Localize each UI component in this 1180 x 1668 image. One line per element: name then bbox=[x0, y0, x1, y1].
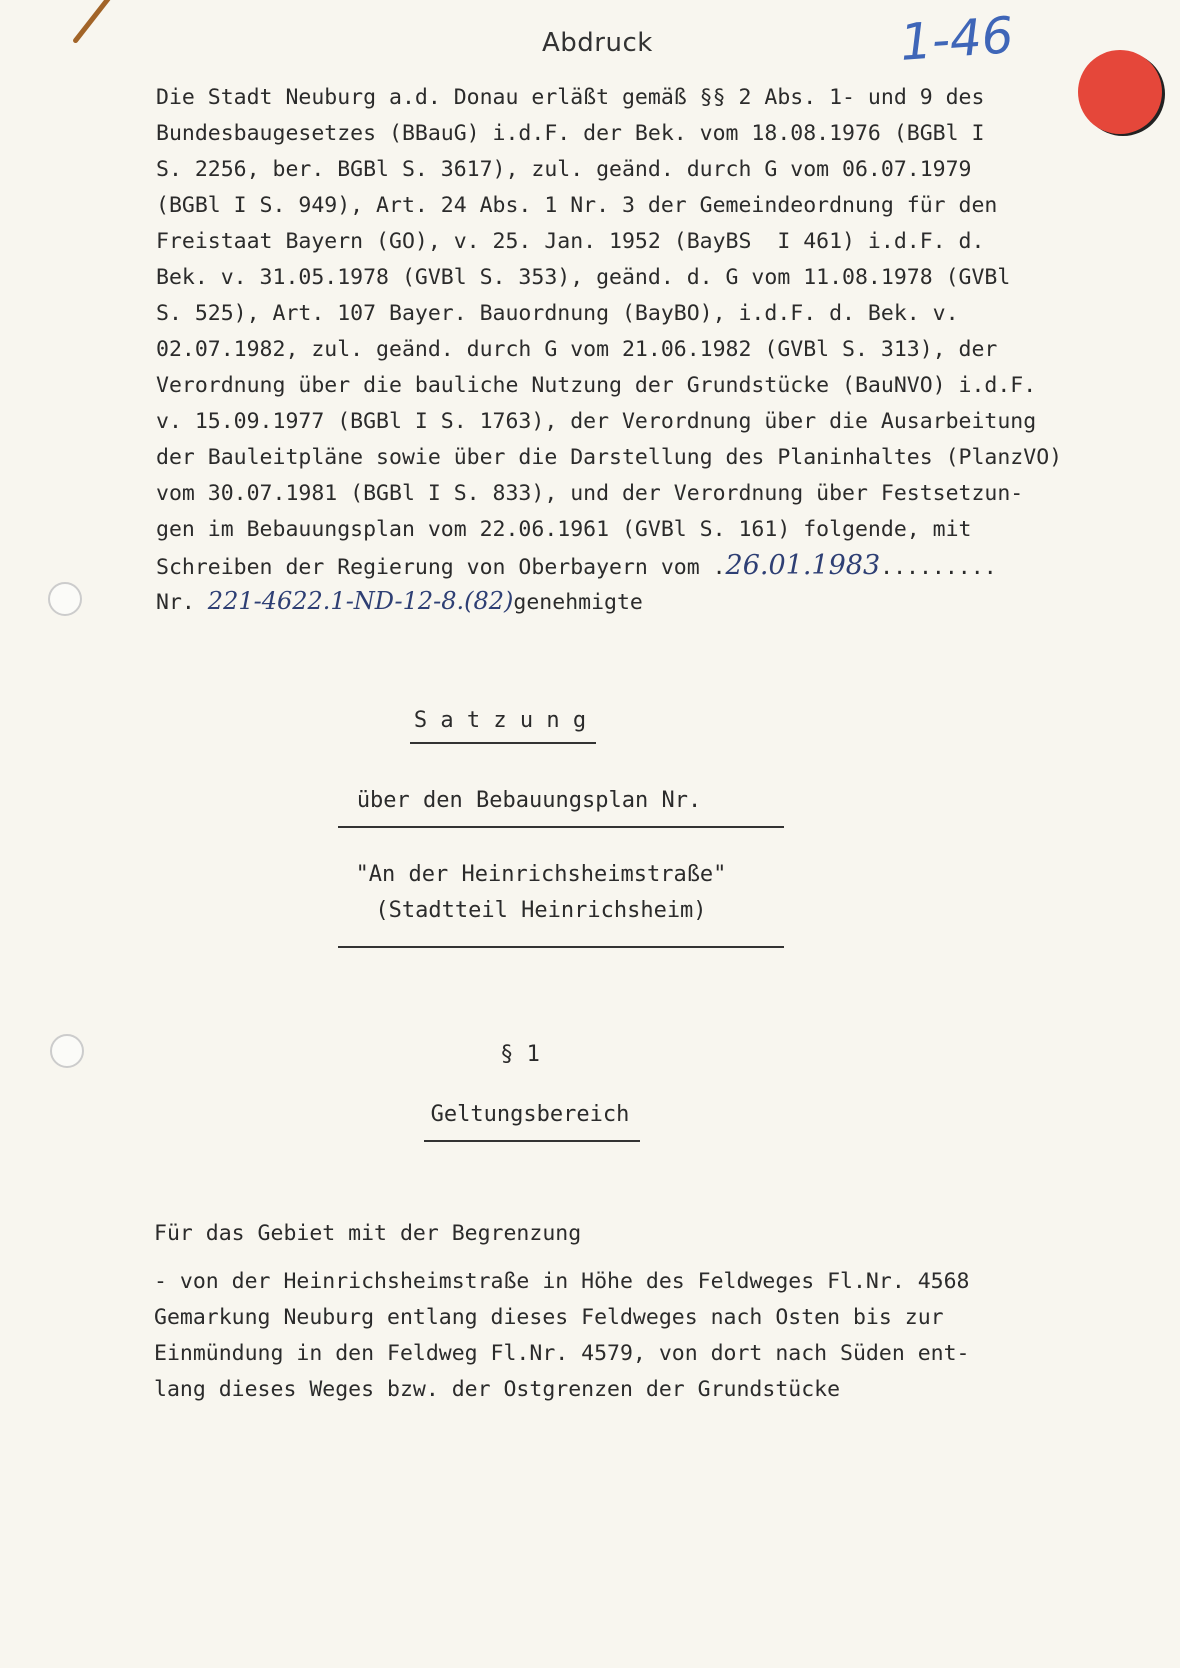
preamble-line: v. 15.09.1977 (BGBl I S. 1763), der Verordnung über die Ausarbeitung bbox=[156, 409, 1037, 434]
preamble-line: Freistaat Bayern (GO), v. 25. Jan. 1952 (BayBS I 461) i.d.F. d. bbox=[156, 229, 985, 254]
body-line: - von der Heinrichsheimstraße in Höhe des Feldweges Fl.Nr. 4568 bbox=[154, 1269, 970, 1294]
handwritten-page-number: 1-46 bbox=[898, 6, 1016, 72]
preamble-line: Die Stadt Neuburg a.d. Donau erläßt gemäß §§ 2 Abs. 1- und 9 des bbox=[156, 85, 985, 110]
plan-underline bbox=[338, 946, 784, 948]
subtitle-underline bbox=[338, 826, 784, 828]
nr-line bbox=[156, 584, 1156, 621]
handwritten-nr-value: 221-4622.1-ND-12-8.(82) bbox=[207, 587, 514, 615]
preamble-line: Verordnung über die bauliche Nutzung der Grundstücke (BauNVO) i.d.F. bbox=[156, 373, 1037, 398]
body-line: Gemarkung Neuburg entlang dieses Feldweges nach Osten bis zur bbox=[154, 1305, 944, 1330]
body-line: Einmündung in den Feldweg Fl.Nr. 4579, von dort nach Süden ent- bbox=[154, 1341, 970, 1366]
preamble-line: (BGBl I S. 949), Art. 24 Abs. 1 Nr. 3 der Gemeindeordnung für den bbox=[156, 193, 998, 218]
punch-hole-bottom bbox=[50, 1034, 84, 1068]
title-underline bbox=[410, 742, 596, 744]
stamp-abdruck: Abdruck bbox=[542, 28, 653, 58]
preamble-line: der Bauleitpläne sowie über die Darstellung des Planinhaltes (PlanzVO) bbox=[156, 445, 1063, 470]
section-heading: Geltungsbereich bbox=[430, 1102, 630, 1127]
preamble-line: gen im Bebauungsplan vom 22.06.1961 (GVBl S. 161) folgende, mit bbox=[156, 517, 972, 542]
district-name: (Stadtteil Heinrichsheim) bbox=[375, 898, 707, 923]
handwritten-approval-date: 26.01.1983 bbox=[725, 550, 881, 581]
subtitle: über den Bebauungsplan Nr. bbox=[356, 788, 702, 813]
approval-prefix: Schreiben der Regierung von Oberbayern vom . bbox=[156, 555, 726, 580]
approval-dots: ......... bbox=[880, 555, 997, 580]
body-intro: Für das Gebiet mit der Begrenzung bbox=[154, 1221, 582, 1246]
punch-hole-top bbox=[48, 582, 82, 616]
preamble-line: vom 30.07.1981 (BGBl I S. 833), und der Verordnung über Festsetzun- bbox=[156, 481, 1024, 506]
plan-name: "An der Heinrichsheimstraße" bbox=[355, 862, 727, 887]
preamble-line: Bundesbaugesetzes (BBauG) i.d.F. der Bek. vom 18.08.1976 (BGBl I bbox=[156, 121, 985, 146]
section-number: § 1 bbox=[500, 1042, 540, 1067]
preamble-line: S. 2256, ber. BGBl S. 3617), zul. geänd. durch G vom 06.07.1979 bbox=[156, 157, 972, 182]
title-satzung: S a t z u n g bbox=[413, 708, 587, 733]
preamble-line: 02.07.1982, zul. geänd. durch G vom 21.06.1982 (GVBl S. 313), der bbox=[156, 337, 998, 362]
pen-mark bbox=[72, 0, 117, 44]
section-underline bbox=[424, 1140, 640, 1142]
nr-label: Nr. bbox=[156, 590, 195, 615]
preamble-line: S. 525), Art. 107 Bayer. Bauordnung (BayBO), i.d.F. d. Bek. v. bbox=[156, 301, 959, 326]
approval-line bbox=[156, 548, 1156, 586]
body-line: lang dieses Weges bzw. der Ostgrenzen der Grundstücke bbox=[154, 1377, 841, 1402]
preamble-line: Bek. v. 31.05.1978 (GVBl S. 353), geänd. d. G vom 11.08.1978 (GVBl bbox=[156, 265, 1011, 290]
nr-suffix: genehmigte bbox=[513, 590, 643, 615]
